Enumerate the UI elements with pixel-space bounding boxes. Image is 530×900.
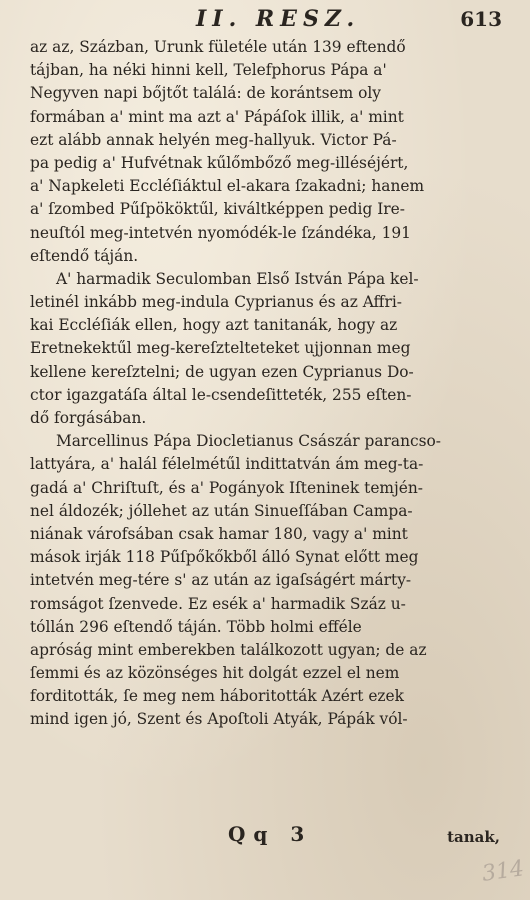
- paragraph-3: [30, 430, 500, 731]
- text-line: Eretnekektűl meg-kereſztelteteket ujjonnan meg: [30, 339, 411, 358]
- text-line: formában a' mint ma azt a' Pápáſok illik, a' mint: [30, 107, 404, 126]
- text-line: pa pedig a' Hufvétnak kűlőmbőző meg-illéséjért,: [30, 153, 409, 172]
- page-header: [0, 4, 530, 32]
- text-line: tóllán 296 eſtendő táján. Több holmi efféle: [30, 617, 362, 636]
- paragraph-1: [30, 36, 500, 268]
- text-line: apróság mint emberekben találkozott ugyan; de az: [30, 640, 427, 659]
- page-footer: [0, 820, 530, 850]
- text-line: ezt alább annak helyén meg-hallyuk. Victor Pá-: [30, 130, 397, 149]
- text-line: lattyára, a' halál félelmétűl indittatván ám meg-ta-: [30, 455, 424, 474]
- text-line: gadá a' Chriſtuſt, és a' Pogányok Iſteninek temjén-: [30, 478, 424, 497]
- text-line: ctor igazgatáſa által le-csendeſitteték, 255 eſten-: [30, 385, 412, 404]
- text-line: nel áldozék; jóllehet az után Sinueſſában Campa-: [30, 501, 413, 520]
- text-line: A' harmadik Seculomban Első István Pápa kel-: [56, 269, 419, 288]
- text-line: dő forgásában.: [30, 409, 147, 427]
- text-line: Marcellinus Pápa Diocletianus Császár parancso-: [56, 432, 441, 451]
- text-line: kai Eccléſiák ellen, hogy azt tanitanák, hogy az: [30, 316, 398, 335]
- page-number: 613: [460, 7, 502, 31]
- text-line: Negyven napi bőjtőt találá: de korántsem oly: [30, 84, 381, 103]
- text-line: tájban, ha néki hinni kell, Telefphorus Pápa a': [30, 61, 387, 80]
- running-head: II. RESZ.: [196, 6, 361, 32]
- text-line: mások irják 118 Pűſpőkőkből álló Synat előtt meg: [30, 548, 419, 567]
- text-line: kellene kereſztelni; de ugyan ezen Cyprianus Do-: [30, 362, 414, 381]
- body-text: [30, 36, 500, 732]
- text-line: az az, Százban, Urunk fületéle után 139 eftendő: [30, 38, 406, 56]
- text-line: forditották, ſe meg nem háboritották Azért ezek: [30, 687, 404, 706]
- catchword: tanak,: [447, 828, 500, 846]
- paragraph-2: [30, 268, 500, 430]
- signature-mark: Qq 3: [228, 822, 313, 846]
- text-line: a' ſzombed Pűſpököktűl, kiváltképpen pedig Ire-: [30, 200, 405, 219]
- text-line: niának várofsában csak hamar 180, vagy a' mint: [30, 524, 408, 543]
- text-line: intetvén meg-tére s' az után az igaſságért márty-: [30, 571, 412, 590]
- text-line: a' Napkeleti Eccléſiáktul el-akara ſzakadni; hanem: [30, 177, 425, 196]
- text-line: eſtendő táján.: [30, 246, 139, 265]
- text-line: letinél inkább meg-indula Cyprianus és az Affri-: [30, 293, 402, 312]
- text-line: neuſtól meg-intetvén nyomódék-le ſzándéka, 191: [30, 223, 411, 242]
- pencil-margin-note: 314: [480, 856, 526, 887]
- text-line: romságot ſzenvede. Ez esék a' harmadik Száz u-: [30, 594, 406, 613]
- text-line: mind igen jó, Szent és Apoſtoli Atyák, Pápák vól-: [30, 710, 408, 729]
- text-line: ſemmi és az közönséges hit dolgát ezzel el nem: [30, 664, 400, 683]
